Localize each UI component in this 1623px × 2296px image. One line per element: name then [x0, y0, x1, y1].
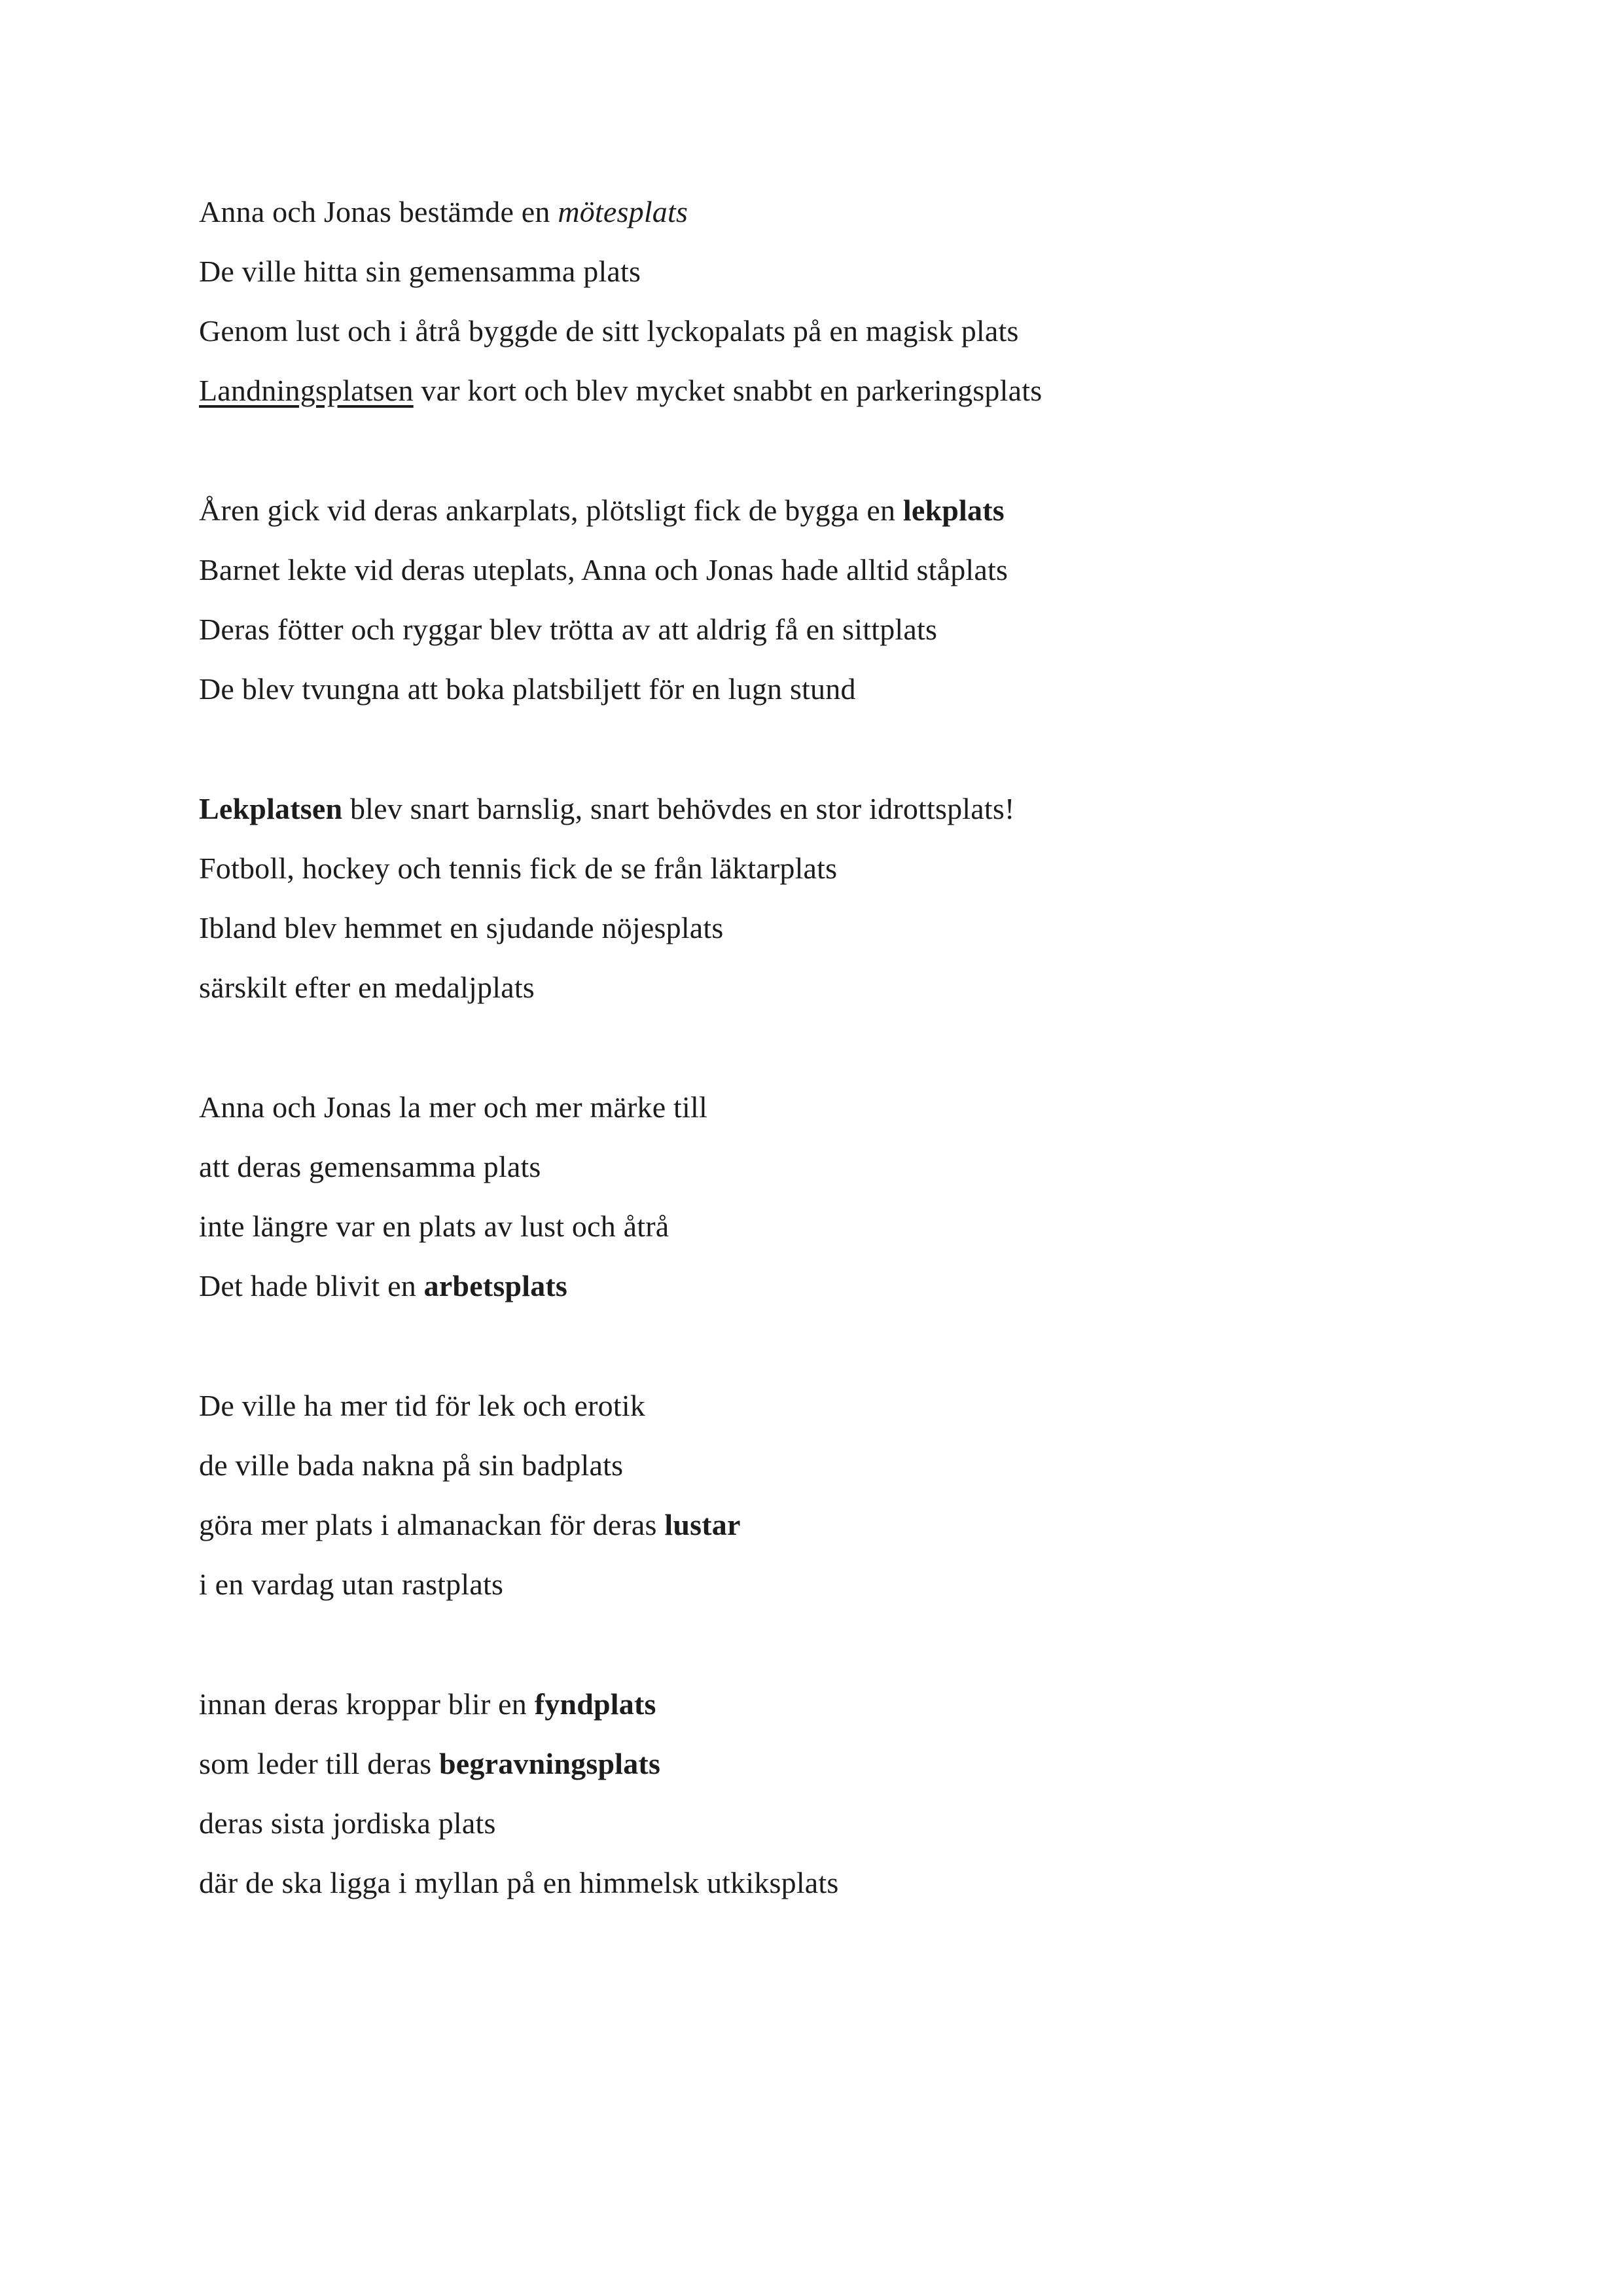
poem-line	[199, 1734, 1453, 1793]
poem-line	[199, 182, 1453, 242]
bold-text: Lekplatsen	[199, 792, 343, 825]
poem-line	[199, 838, 1453, 898]
poem-line	[199, 958, 1453, 1017]
poem-line	[199, 1256, 1453, 1316]
plain-text: Deras fötter och ryggar blev trötta av att aldrig få en sittplats	[199, 613, 938, 646]
bold-text: begravningsplats	[439, 1747, 661, 1780]
plain-text: Anna och Jonas la mer och mer märke till	[199, 1090, 707, 1124]
plain-text: inte längre var en plats av lust och åtrå	[199, 1210, 669, 1243]
poem-line	[199, 659, 1453, 719]
plain-text: De ville ha mer tid för lek och erotik	[199, 1389, 646, 1422]
poem-line	[199, 898, 1453, 958]
plain-text: som leder till deras	[199, 1747, 439, 1780]
poem-line	[199, 1554, 1453, 1614]
poem-line	[199, 779, 1453, 838]
poem-line	[199, 1077, 1453, 1137]
stanza-3	[199, 779, 1453, 1017]
poem-line	[199, 480, 1453, 540]
plain-text: De ville hitta sin gemensamma plats	[199, 255, 641, 288]
poem-line	[199, 1137, 1453, 1196]
stanza-1	[199, 182, 1453, 420]
stanza-4	[199, 1077, 1453, 1316]
poem-line	[199, 242, 1453, 301]
plain-text: Åren gick vid deras ankarplats, plötsligt fick de bygga en	[199, 493, 903, 527]
plain-text: de ville bada nakna på sin badplats	[199, 1448, 624, 1482]
poem-line	[199, 1376, 1453, 1435]
plain-text: De blev tvungna att boka platsbiljett för en lugn stund	[199, 672, 856, 706]
plain-text: Det hade blivit en	[199, 1269, 424, 1302]
poem-line	[199, 361, 1453, 420]
plain-text: deras sista jordiska plats	[199, 1806, 496, 1840]
bold-text: lekplats	[902, 493, 1005, 527]
stanza-5	[199, 1376, 1453, 1614]
underline-text: Landningsplatsen	[199, 374, 414, 407]
plain-text: att deras gemensamma plats	[199, 1150, 541, 1183]
poem-line	[199, 1435, 1453, 1495]
poem-line	[199, 1674, 1453, 1734]
plain-text: Barnet lekte vid deras uteplats, Anna och Jonas hade alltid ståplats	[199, 553, 1008, 586]
poem-line	[199, 301, 1453, 361]
poem-line	[199, 1495, 1453, 1554]
bold-text: fyndplats	[534, 1687, 656, 1721]
stanza-2	[199, 480, 1453, 719]
plain-text: var kort och blev mycket snabbt en parkeringsplats	[413, 374, 1043, 407]
poem	[199, 182, 1453, 1912]
plain-text: göra mer plats i almanackan för deras	[199, 1508, 665, 1541]
bold-text: lustar	[664, 1508, 741, 1541]
stanza-6	[199, 1674, 1453, 1912]
italic-text: mötesplats	[558, 195, 688, 228]
plain-text: där de ska ligga i myllan på en himmelsk utkiksplats	[199, 1866, 839, 1899]
plain-text: särskilt efter en medaljplats	[199, 971, 535, 1004]
poem-line	[199, 1853, 1453, 1912]
plain-text: i en vardag utan rastplats	[199, 1568, 504, 1601]
poem-line	[199, 540, 1453, 600]
plain-text: Genom lust och i åtrå byggde de sitt lyckopalats på en magisk plats	[199, 314, 1019, 348]
poem-line	[199, 1793, 1453, 1853]
poem-line	[199, 600, 1453, 659]
plain-text: innan deras kroppar blir en	[199, 1687, 535, 1721]
poem-line	[199, 1196, 1453, 1256]
plain-text: Ibland blev hemmet en sjudande nöjesplats	[199, 911, 724, 944]
plain-text: Anna och Jonas bestämde en	[199, 195, 558, 228]
plain-text: Fotboll, hockey och tennis fick de se från läktarplats	[199, 852, 838, 885]
plain-text: blev snart barnslig, snart behövdes en stor idrottsplats!	[342, 792, 1015, 825]
bold-text: arbetsplats	[423, 1269, 568, 1302]
